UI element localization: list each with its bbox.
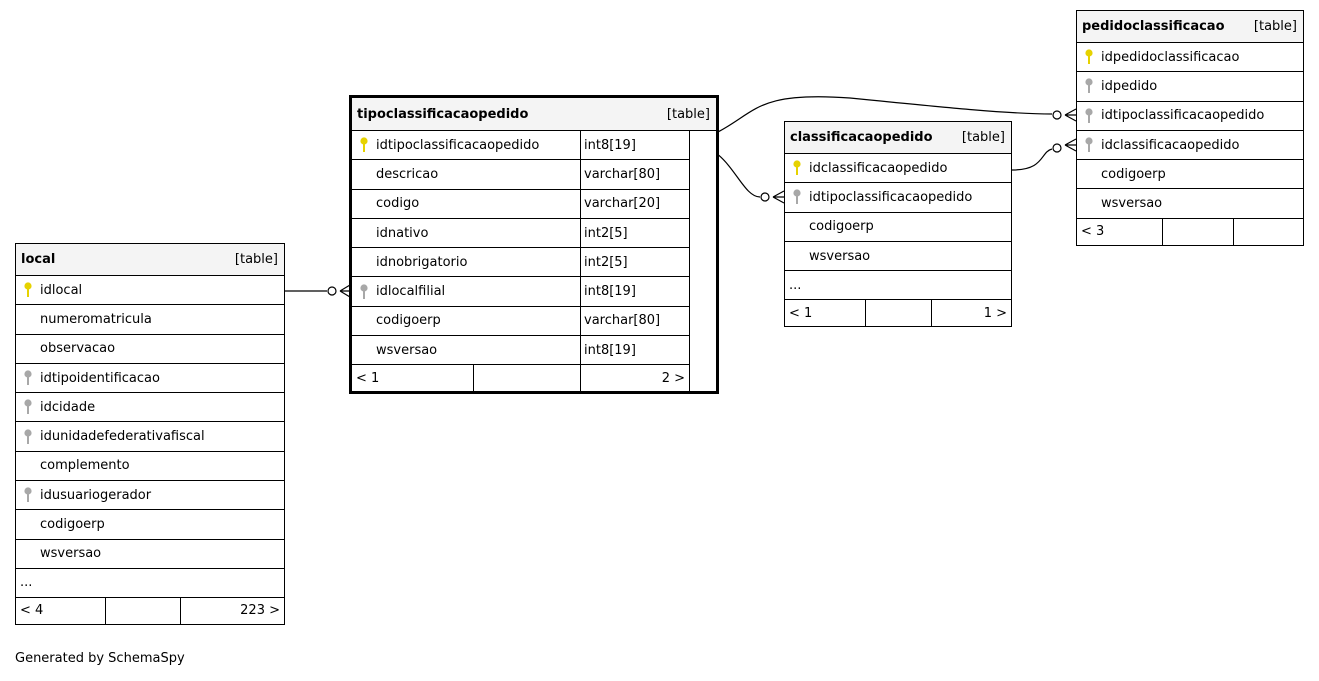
column-row[interactable] — [1077, 160, 1303, 189]
table-footer — [16, 598, 284, 624]
column-row[interactable] — [352, 277, 690, 306]
column-row[interactable] — [16, 422, 284, 451]
column-type: int2[5] — [580, 248, 628, 276]
primary-key-glyph — [23, 282, 33, 298]
no-key-spacer — [16, 510, 40, 538]
column-name: numeromatricula — [40, 311, 152, 327]
table-name: tipoclassificacaopedido — [357, 106, 529, 122]
column-row[interactable] — [16, 481, 284, 510]
column-type: int2[5] — [580, 219, 628, 247]
table-footer — [352, 365, 690, 391]
foreign-key-icon — [1077, 72, 1101, 100]
primary-key-icon — [352, 131, 376, 159]
primary-key-icon — [16, 276, 40, 304]
more-columns: ... — [16, 569, 284, 598]
footer-parents: < 4 — [20, 603, 44, 619]
foreign-key-glyph — [23, 487, 33, 503]
primary-key-icon — [785, 154, 809, 182]
edge-marker-crowfoot — [1065, 139, 1076, 151]
no-key-spacer — [16, 305, 40, 333]
table-kind: [table] — [234, 252, 278, 267]
column-type: int8[19] — [580, 131, 636, 159]
no-key-spacer — [1077, 189, 1101, 217]
column-row[interactable] — [16, 335, 284, 364]
column-type: varchar[80] — [580, 160, 660, 188]
table-footer — [785, 300, 1011, 326]
table-kind: [table] — [961, 130, 1005, 145]
footer-mid — [865, 300, 931, 326]
table-classificacaopedido[interactable] — [784, 121, 1012, 327]
edge-classificacaopedido-to-pedidoclassificacao — [1012, 149, 1052, 170]
footer-mid — [105, 598, 180, 624]
foreign-key-glyph — [792, 189, 802, 205]
edge-marker-circle — [328, 287, 336, 295]
foreign-key-icon — [352, 277, 376, 305]
foreign-key-icon — [16, 481, 40, 509]
column-name: idclassificacaopedido — [1101, 137, 1240, 153]
primary-key-glyph — [1084, 49, 1094, 65]
column-row[interactable] — [16, 364, 284, 393]
column-row[interactable] — [16, 510, 284, 539]
table-footer — [1077, 219, 1303, 245]
column-name: codigoerp — [40, 517, 105, 533]
column-row[interactable] — [352, 190, 690, 219]
primary-key-icon — [1077, 43, 1101, 71]
table-tipoclassificacaopedido[interactable] — [349, 95, 719, 394]
table-name: local — [21, 252, 56, 267]
column-row[interactable] — [352, 336, 690, 365]
foreign-key-glyph — [23, 399, 33, 415]
edge-marker-crowfoot — [1065, 109, 1076, 121]
no-key-spacer — [352, 248, 376, 276]
column-row[interactable] — [16, 540, 284, 569]
schemaspy-credit: Generated by SchemaSpy — [15, 651, 185, 666]
no-key-spacer — [16, 540, 40, 568]
column-name: idtipoclassificacaopedido — [1101, 108, 1265, 124]
column-row[interactable] — [352, 131, 690, 160]
column-row[interactable] — [352, 307, 690, 336]
column-name: idtipoclassificacaopedido — [376, 137, 540, 153]
column-name: wsversao — [809, 248, 871, 264]
column-name: idpedidoclassificacao — [1101, 49, 1240, 65]
column-name: wsversao — [40, 546, 102, 562]
column-row[interactable] — [785, 183, 1011, 212]
footer-children: 2 > — [580, 365, 689, 391]
foreign-key-glyph — [1084, 78, 1094, 94]
column-name: idtipoclassificacaopedido — [809, 189, 973, 205]
foreign-key-icon — [785, 183, 809, 211]
foreign-key-glyph — [1084, 137, 1094, 153]
column-name: codigoerp — [376, 313, 441, 329]
table-pedidoclassificacao[interactable] — [1076, 10, 1304, 246]
table-name: pedidoclassificacao — [1082, 19, 1225, 34]
column-row[interactable] — [16, 452, 284, 481]
foreign-key-icon — [16, 393, 40, 421]
foreign-key-icon — [1077, 102, 1101, 130]
column-row[interactable] — [785, 154, 1011, 183]
foreign-key-glyph — [359, 284, 369, 300]
column-name: idusuariogerador — [40, 487, 152, 503]
table-name: classificacaopedido — [790, 130, 933, 145]
column-row[interactable] — [1077, 131, 1303, 160]
column-row[interactable] — [352, 219, 690, 248]
column-type: int8[19] — [580, 277, 636, 305]
primary-key-glyph — [359, 137, 369, 153]
column-row[interactable] — [1077, 189, 1303, 218]
column-name: wsversao — [1101, 196, 1163, 212]
no-key-spacer — [16, 452, 40, 480]
footer-children — [1233, 219, 1303, 245]
column-name: descricao — [376, 166, 439, 182]
no-key-spacer — [785, 242, 809, 270]
foreign-key-glyph — [1084, 108, 1094, 124]
table-kind: [table] — [666, 106, 710, 122]
no-key-spacer — [785, 213, 809, 241]
no-key-spacer — [16, 335, 40, 363]
edge-marker-circle — [761, 193, 769, 201]
column-name: idnobrigatorio — [376, 254, 468, 270]
table-local[interactable] — [15, 243, 285, 625]
column-row[interactable] — [352, 160, 690, 189]
column-row[interactable] — [785, 242, 1011, 271]
column-name: idlocalfilial — [376, 284, 446, 300]
column-name: idtipoidentificacao — [40, 370, 160, 386]
column-row[interactable] — [16, 393, 284, 422]
foreign-key-icon — [16, 422, 40, 450]
column-row[interactable] — [785, 213, 1011, 242]
column-row[interactable] — [1077, 43, 1303, 72]
table-header — [1077, 11, 1303, 43]
column-name: observacao — [40, 341, 116, 357]
foreign-key-icon — [1077, 131, 1101, 159]
footer-parents: < 3 — [1081, 224, 1105, 240]
foreign-key-icon — [16, 364, 40, 392]
no-key-spacer — [352, 336, 376, 364]
footer-parents: < 1 — [789, 305, 813, 321]
column-name: idpedido — [1101, 78, 1158, 94]
column-name: codigo — [376, 196, 420, 212]
column-name: idcidade — [40, 399, 96, 415]
column-row[interactable] — [16, 305, 284, 334]
column-type: varchar[80] — [580, 307, 660, 335]
no-key-spacer — [352, 190, 376, 218]
column-type: varchar[20] — [580, 190, 660, 218]
footer-mid — [473, 365, 580, 391]
column-name: wsversao — [376, 342, 438, 358]
column-name: idnativo — [376, 225, 429, 241]
column-name: idunidadefederativafiscal — [40, 429, 205, 445]
column-row[interactable] — [1077, 72, 1303, 101]
column-name: codigoerp — [809, 219, 874, 235]
footer-children: 1 > — [931, 300, 1011, 326]
table-kind: [table] — [1253, 19, 1297, 34]
column-name: codigoerp — [1101, 166, 1166, 182]
edge-marker-circle — [1053, 144, 1061, 152]
footer-mid — [1162, 219, 1233, 245]
primary-key-glyph — [792, 160, 802, 176]
column-row[interactable] — [1077, 102, 1303, 131]
column-row[interactable] — [352, 248, 690, 277]
edge-marker-circle — [1053, 111, 1061, 119]
table-header — [16, 244, 284, 276]
column-name: complemento — [40, 458, 130, 474]
foreign-key-glyph — [23, 429, 33, 445]
edge-marker-crowfoot — [773, 191, 784, 203]
foreign-key-glyph — [23, 370, 33, 386]
no-key-spacer — [352, 219, 376, 247]
footer-parents: < 1 — [356, 370, 380, 386]
no-key-spacer — [352, 307, 376, 335]
table-header — [785, 122, 1011, 154]
column-type: int8[19] — [580, 336, 636, 364]
no-key-spacer — [1077, 160, 1101, 188]
column-name: idlocal — [40, 282, 83, 298]
column-row[interactable] — [16, 276, 284, 305]
more-columns: ... — [785, 271, 1011, 300]
table-header — [352, 98, 716, 131]
no-key-spacer — [352, 160, 376, 188]
column-name: idclassificacaopedido — [809, 160, 948, 176]
footer-children: 223 > — [180, 598, 284, 624]
